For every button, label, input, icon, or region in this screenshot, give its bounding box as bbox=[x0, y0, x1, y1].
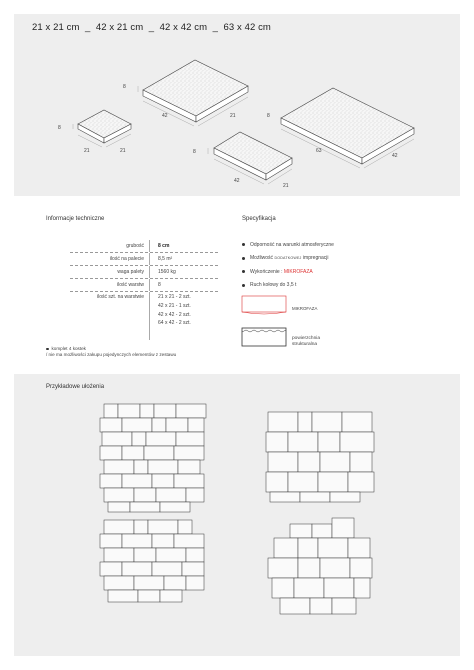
tech-value: 8 bbox=[158, 282, 161, 288]
tech-row bbox=[70, 253, 218, 266]
tech-row-layers bbox=[70, 292, 218, 340]
pattern-3 bbox=[100, 520, 204, 602]
note-single: / nie ma możliwości zakupu pojedynczych elementów z zestawu bbox=[46, 352, 177, 357]
tech-row bbox=[70, 240, 218, 253]
paver-drawings bbox=[0, 0, 474, 200]
layer-value: 64 x 42 - 2 szt. bbox=[158, 320, 191, 327]
dim-c-width: 42 bbox=[234, 178, 240, 184]
spec-item: Możliwość DODATKOWEJ impregnacji bbox=[242, 252, 334, 266]
tech-value: 1560 kg bbox=[158, 269, 176, 275]
size-3: 42 x 42 cm bbox=[159, 22, 208, 33]
tech-notes bbox=[46, 346, 176, 358]
paver-21x21-top bbox=[78, 110, 131, 138]
dim-c-depth: 21 bbox=[283, 183, 289, 189]
spec-item: Wykończenie : MIKROFAZA bbox=[242, 265, 334, 279]
tech-value: 8 cm bbox=[158, 243, 170, 249]
layer-value: 42 x 42 - 2 szt. bbox=[158, 311, 191, 318]
tech-table bbox=[70, 240, 218, 340]
tech-label: ilość warstw bbox=[70, 279, 150, 291]
tech-label: ilość na palecie bbox=[70, 253, 150, 265]
dim-b-width: 42 bbox=[162, 113, 168, 119]
size-1: 21 x 21 cm bbox=[32, 22, 80, 33]
tech-row bbox=[70, 266, 218, 279]
info-section bbox=[14, 198, 460, 374]
paver-63x42-top bbox=[281, 88, 414, 158]
legend-structural-b: strukturalna bbox=[292, 342, 318, 347]
dim-a-height: 8 bbox=[58, 125, 61, 131]
pattern-4 bbox=[268, 518, 372, 614]
dim-a-depth: 21 bbox=[120, 148, 126, 154]
dim-c-height: 8 bbox=[193, 149, 196, 155]
spec-list bbox=[242, 238, 334, 292]
pattern-2 bbox=[266, 412, 374, 502]
pattern-1 bbox=[100, 404, 206, 512]
dim-b-height: 8 bbox=[123, 84, 126, 90]
tech-value: 8,5 m² bbox=[158, 256, 173, 262]
tech-label: grubość bbox=[70, 240, 150, 252]
dim-d-width: 63 bbox=[316, 148, 322, 154]
tech-label: ilość szt. na warstwie bbox=[70, 292, 150, 340]
dim-d-height: 8 bbox=[267, 113, 270, 119]
dim-d-depth: 42 bbox=[392, 153, 398, 159]
layer-value: 42 x 21 - 1 szt. bbox=[158, 302, 191, 309]
separator-1: _ bbox=[84, 22, 91, 33]
note-set: komplet 4 kostek bbox=[51, 346, 86, 351]
dim-b-depth: 21 bbox=[230, 113, 236, 119]
legend-microbevel: MIKROFAZA bbox=[292, 306, 318, 311]
separator-2: _ bbox=[148, 22, 155, 33]
size-4: 63 x 42 cm bbox=[223, 22, 271, 33]
layer-value: 21 x 21 - 2 szt. bbox=[158, 294, 191, 300]
legend-icons bbox=[240, 294, 300, 358]
separator-3: _ bbox=[212, 22, 218, 33]
spec-title: Specyfikacja bbox=[242, 216, 276, 222]
paver-42x42-top bbox=[143, 60, 248, 116]
pattern-examples bbox=[0, 374, 474, 656]
tech-label: waga palety bbox=[70, 266, 150, 278]
spec-item: Odporność na warunki atmosferyczne bbox=[242, 238, 334, 252]
legend-structural-a: powierzchnia bbox=[292, 336, 320, 341]
dim-a-width: 21 bbox=[84, 148, 90, 154]
size-2: 42 x 21 cm bbox=[95, 22, 144, 33]
tech-row bbox=[70, 279, 218, 292]
examples-title: Przykładowe ułożenia bbox=[46, 384, 105, 390]
spec-item: Ruch kołowy do 3,5 t bbox=[242, 279, 334, 293]
tech-title: Informacje techniczne bbox=[46, 216, 105, 222]
